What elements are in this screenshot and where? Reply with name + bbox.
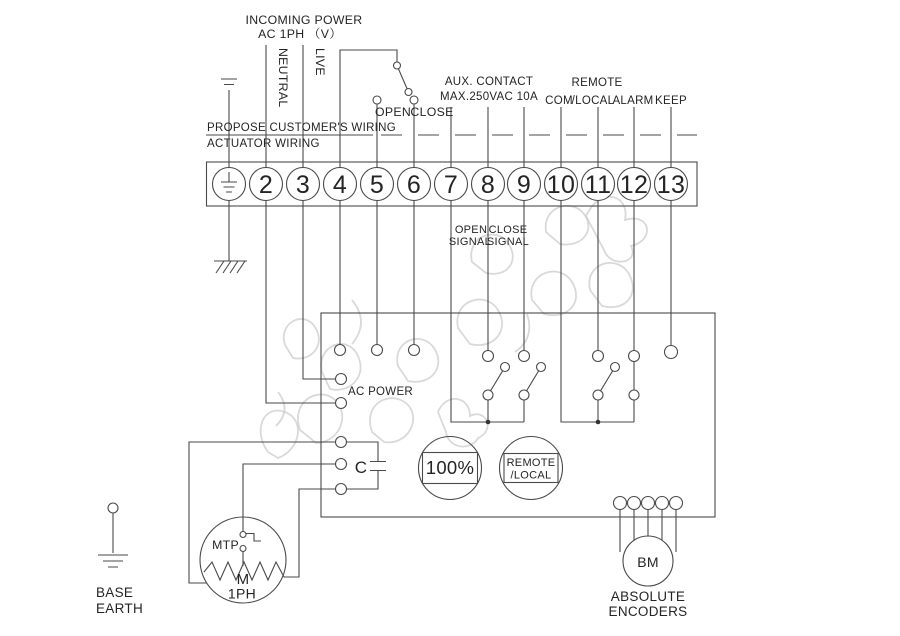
actuator-wiring-label: ACTUATOR WIRING <box>207 138 320 150</box>
travel-dial-value: 100% <box>425 457 475 478</box>
terminal-number: 6 <box>406 171 422 199</box>
actuator-box-outline <box>321 313 715 517</box>
mtp-contact-top <box>240 532 246 538</box>
motor-label: M <box>236 571 250 588</box>
terminal-number: 11 <box>584 171 612 199</box>
terminal-strip <box>207 162 698 206</box>
local-label: /LOCAL <box>571 95 615 107</box>
terminal-8 <box>472 168 505 201</box>
close-signal-label-1: CLOSE <box>488 224 528 236</box>
terminal-9 <box>508 168 541 201</box>
terminal-number: 13 <box>656 171 686 199</box>
encoder-pin-4 <box>656 497 669 510</box>
switch1-lower-a <box>483 390 493 400</box>
switch2-lower-a <box>593 390 603 400</box>
junction-dot <box>486 420 491 425</box>
pin-keep <box>665 346 678 359</box>
terminal-number: 12 <box>619 171 649 199</box>
ac-power-label: AC POWER <box>348 386 414 398</box>
terminal-5 <box>361 168 394 201</box>
com-label: COM <box>545 95 573 107</box>
alarm-label: ALARM <box>612 95 654 107</box>
switch2-lower-b <box>629 390 639 400</box>
absolute-encoders-label-2: ENCODERS <box>608 604 688 619</box>
switch1-lower-b <box>519 390 529 400</box>
encoder-pin-3 <box>642 497 655 510</box>
pin-terminal6 <box>409 345 420 356</box>
live-label: LIVE <box>313 48 327 76</box>
terminal-number: 10 <box>546 171 576 199</box>
junction-dot <box>596 420 601 425</box>
mode-dial-label-2: /LOCAL <box>510 469 552 482</box>
neutral-label: NEUTRAL <box>276 48 290 108</box>
selector-arm-tip <box>405 89 412 96</box>
terminal-10 <box>545 168 578 201</box>
selector-arm <box>397 66 409 93</box>
capacitor-plates <box>370 462 386 471</box>
bm-label: BM <box>637 554 659 570</box>
pin-open-signal <box>483 351 494 362</box>
terminal-number: 5 <box>369 171 385 199</box>
ground-hatch-symbol <box>214 261 247 273</box>
keep-label: KEEP <box>655 95 687 107</box>
base-earth-label-1: BASE <box>96 585 134 600</box>
mtp-label: MTP <box>212 538 239 552</box>
wire-motor-aux <box>284 489 336 577</box>
open-signal-label-2: SIGNAL <box>448 236 492 248</box>
terminal-number: 2 <box>258 171 274 199</box>
capacitor-label: C <box>354 458 368 477</box>
terminal-number: 8 <box>480 171 496 199</box>
terminal-number: 9 <box>516 171 532 199</box>
pin-neutral <box>336 398 347 409</box>
pin-close-signal <box>519 351 530 362</box>
terminal-12 <box>618 168 651 201</box>
wire-motor-main <box>189 442 336 583</box>
close-signal-label-2: SIGNAL <box>486 236 530 248</box>
pin-motor-mtp <box>336 459 347 470</box>
pin-terminal5 <box>372 345 383 356</box>
pin-live <box>336 374 347 385</box>
encoder-pin-2 <box>628 497 641 510</box>
earth-open-symbol <box>221 79 237 85</box>
motor-phase-label: 1PH <box>227 585 257 602</box>
terminal-3 <box>287 168 320 201</box>
switch-close-label: CLOSE <box>410 105 454 119</box>
terminal-2 <box>250 168 283 201</box>
terminal-7 <box>435 168 468 201</box>
aux-contact-rating-label: MAX.250VAC 10A <box>440 91 538 103</box>
wire-live <box>303 45 336 379</box>
terminal-13 <box>655 168 688 201</box>
base-earth-symbol <box>98 555 128 567</box>
open-contact <box>373 96 381 104</box>
terminal-number: 4 <box>332 171 348 199</box>
pin-alarm <box>629 351 640 362</box>
mtp-contact-bottom <box>240 546 246 552</box>
terminal-earth <box>213 168 246 201</box>
pin-motor-aux <box>336 484 347 495</box>
labels <box>96 13 687 619</box>
switch1-throw-a <box>501 363 510 372</box>
switch1-stubs <box>488 395 524 422</box>
terminal-number: 3 <box>295 171 311 199</box>
switch2-throw <box>611 363 620 372</box>
mode-dial-label-1: REMOTE <box>506 457 556 469</box>
base-earth-label-2: EARTH <box>96 601 144 616</box>
pin-motor-main <box>336 437 347 448</box>
selector-pivot-contact <box>394 62 401 69</box>
terminal-number: 7 <box>443 171 459 199</box>
close-contact <box>410 96 418 104</box>
aux-contact-label: AUX. CONTACT <box>444 76 534 88</box>
switch-open-label: OPEN <box>374 105 412 119</box>
switch1-throw-b <box>537 363 546 372</box>
wire-motor-mtp <box>243 464 336 532</box>
incoming-power-label: INCOMING POWER <box>245 13 363 27</box>
terminal-11 <box>582 168 615 201</box>
terminal-6 <box>398 168 431 201</box>
encoder-pin-1 <box>614 497 627 510</box>
absolute-encoders-label-1: ABSOLUTE <box>610 589 686 604</box>
pin-terminal4 <box>335 345 346 356</box>
terminal-4 <box>324 168 357 201</box>
base-earth-pin <box>108 503 118 513</box>
remote-label: REMOTE <box>571 77 623 89</box>
open-signal-label-1: OPEN <box>454 224 488 236</box>
customer-wiring-label: PROPOSE CUSTOMER'S WIRING <box>207 122 397 134</box>
pin-remote-local <box>593 351 604 362</box>
encoder-pin-5 <box>670 497 683 510</box>
incoming-power-voltage-label: AC 1PH （V） <box>258 27 342 41</box>
